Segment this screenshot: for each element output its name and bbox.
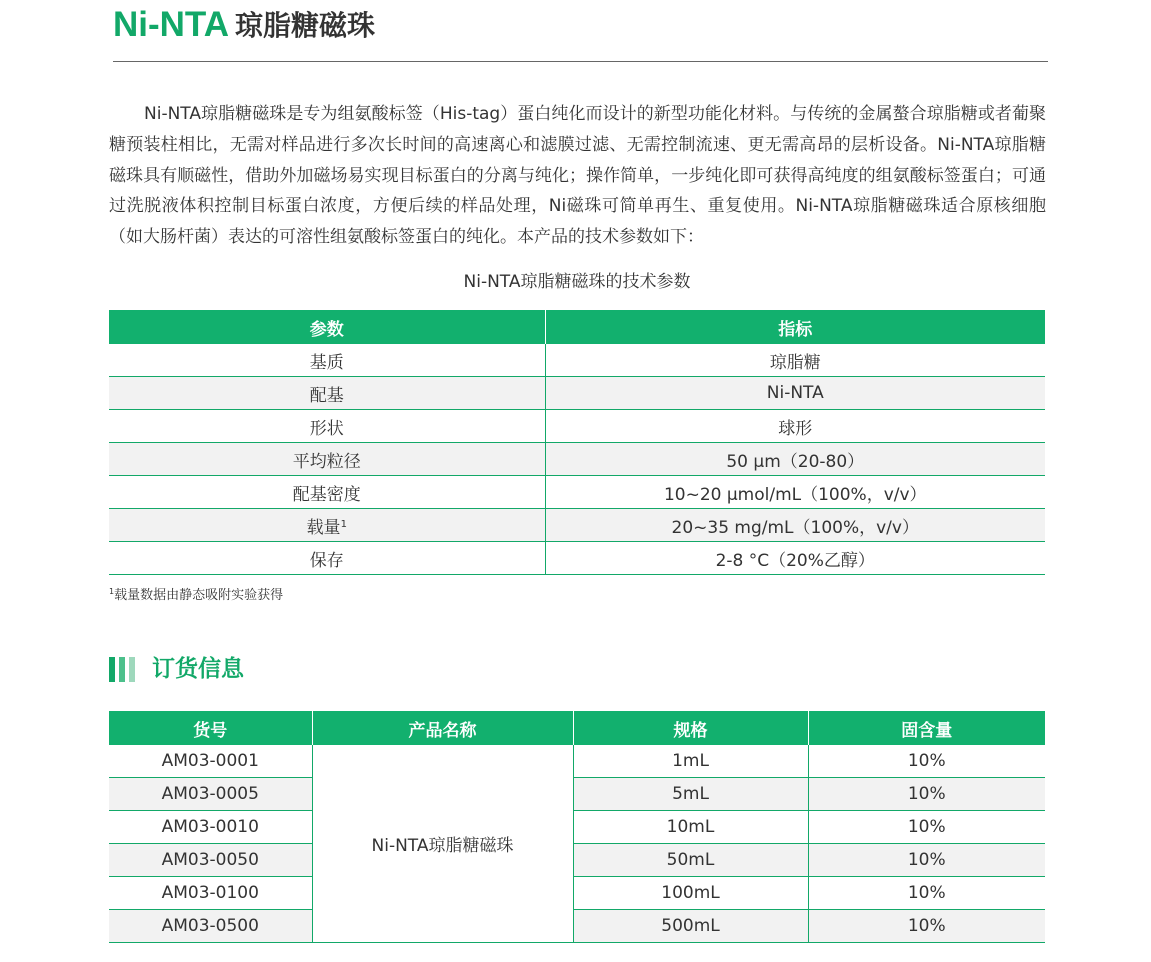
- title-divider: [113, 61, 1048, 62]
- order-spec-cell: 500mL: [573, 910, 808, 943]
- order-spec-cell: 100mL: [573, 877, 808, 910]
- order-code-cell: AM03-0050: [109, 844, 312, 877]
- spec-value-cell: 琼脂糖: [545, 344, 1045, 377]
- spec-param-cell: 配基: [109, 377, 545, 410]
- order-solid-cell: 10%: [808, 877, 1045, 910]
- spec-value-cell: 10~20 μmol/mL（100%，v/v）: [545, 476, 1045, 509]
- spec-param-cell: [109, 509, 545, 542]
- order-solid-cell: 10%: [808, 844, 1045, 877]
- order-spec-cell: 1mL: [573, 745, 808, 778]
- spec-value-cell: 2-8 °C（20%乙醇）: [545, 542, 1045, 575]
- spec-value-cell: Ni-NTA: [545, 377, 1045, 410]
- order-spec-cell: 50mL: [573, 844, 808, 877]
- order-code-cell: AM03-0010: [109, 811, 312, 844]
- spec-row: [109, 377, 1045, 410]
- spec-param-cell: 基质: [109, 344, 545, 377]
- order-table-header-row: [109, 711, 1045, 745]
- page-title: [113, 2, 375, 48]
- order-code-cell: AM03-0500: [109, 910, 312, 943]
- order-row: [109, 877, 1045, 910]
- order-solid-cell: 10%: [808, 811, 1045, 844]
- spec-value-cell: 球形: [545, 410, 1045, 443]
- order-code-cell: AM03-0005: [109, 778, 312, 811]
- spec-param-cell: 形状: [109, 410, 545, 443]
- order-header-spec: 规格: [573, 711, 808, 745]
- spec-table: [109, 310, 1045, 575]
- order-code-cell: AM03-0100: [109, 877, 312, 910]
- spec-row: [109, 476, 1045, 509]
- intro-paragraph: Ni-NTA琼脂糖磁珠是专为组氨酸标签（His-tag）蛋白纯化而设计的新型功能化材料。与传统的金属螯合琼脂糖或者葡聚糖预装柱相比，无需对样品进行多次长时间的高速离心和滤膜过滤、无需控制流速、更无需高昂的层析设备。Ni-NTA琼脂糖磁珠具有顺磁性，借助外加磁场易实现目标蛋白的分离与纯化；操作简单，一步纯化即可获得高纯度的组氨酸标签蛋白；可通过洗脱液体积控制目标蛋白浓度，方便后续的样品处理，Ni磁珠可简单再生、重复使用。Ni-NTA琼脂糖磁珠适合原核细胞（如大肠杆菌）表达的可溶性组氨酸标签蛋白的纯化。本产品的技术参数如下：: [109, 104, 1046, 248]
- order-section-title: 订货信息: [152, 656, 244, 682]
- order-spec-cell: 5mL: [573, 778, 808, 811]
- order-row: [109, 745, 1045, 778]
- footnote: [109, 582, 283, 606]
- spec-param-text: 载量: [306, 517, 341, 538]
- spec-header-param: 参数: [109, 310, 545, 344]
- order-solid-cell: 10%: [808, 745, 1045, 778]
- spec-value-cell: 50 μm（20-80）: [545, 443, 1045, 476]
- spec-param-cell: 平均粒径: [109, 443, 545, 476]
- order-product-name-cell: Ni-NTA琼脂糖磁珠: [312, 745, 573, 943]
- spec-param-cell: 保存: [109, 542, 545, 575]
- order-spec-cell: 10mL: [573, 811, 808, 844]
- order-solid-cell: 10%: [808, 778, 1045, 811]
- spec-table-caption: Ni-NTA琼脂糖磁珠的技术参数: [463, 272, 691, 292]
- spec-row: [109, 410, 1045, 443]
- spec-param-cell: 配基密度: [109, 476, 545, 509]
- order-header-code: 货号: [109, 711, 312, 745]
- order-solid-cell: 10%: [808, 910, 1045, 943]
- footnote-number: 1: [109, 587, 115, 596]
- spec-row: [109, 443, 1045, 476]
- order-header-name: 产品名称: [312, 711, 573, 745]
- section-bars-icon: [109, 657, 139, 682]
- order-table: [109, 711, 1045, 943]
- order-header-solid: 固含量: [808, 711, 1045, 745]
- page-title-cn: 琼脂糖磁珠: [235, 9, 376, 42]
- spec-row: [109, 344, 1045, 377]
- order-row: [109, 844, 1045, 877]
- order-row: [109, 778, 1045, 811]
- spec-value-cell: 20~35 mg/mL（100%，v/v）: [545, 509, 1045, 542]
- footnote-text: 载量数据由静态吸附实验获得: [114, 588, 284, 603]
- page-title-en: Ni-NTA: [113, 5, 229, 44]
- order-code-cell: AM03-0001: [109, 745, 312, 778]
- spec-table-header-row: [109, 310, 1045, 344]
- order-row: [109, 811, 1045, 844]
- spec-header-value: 指标: [545, 310, 1045, 344]
- spec-row: [109, 542, 1045, 575]
- order-row: [109, 910, 1045, 943]
- spec-row: [109, 509, 1045, 542]
- footnote-mark: 1: [340, 518, 347, 530]
